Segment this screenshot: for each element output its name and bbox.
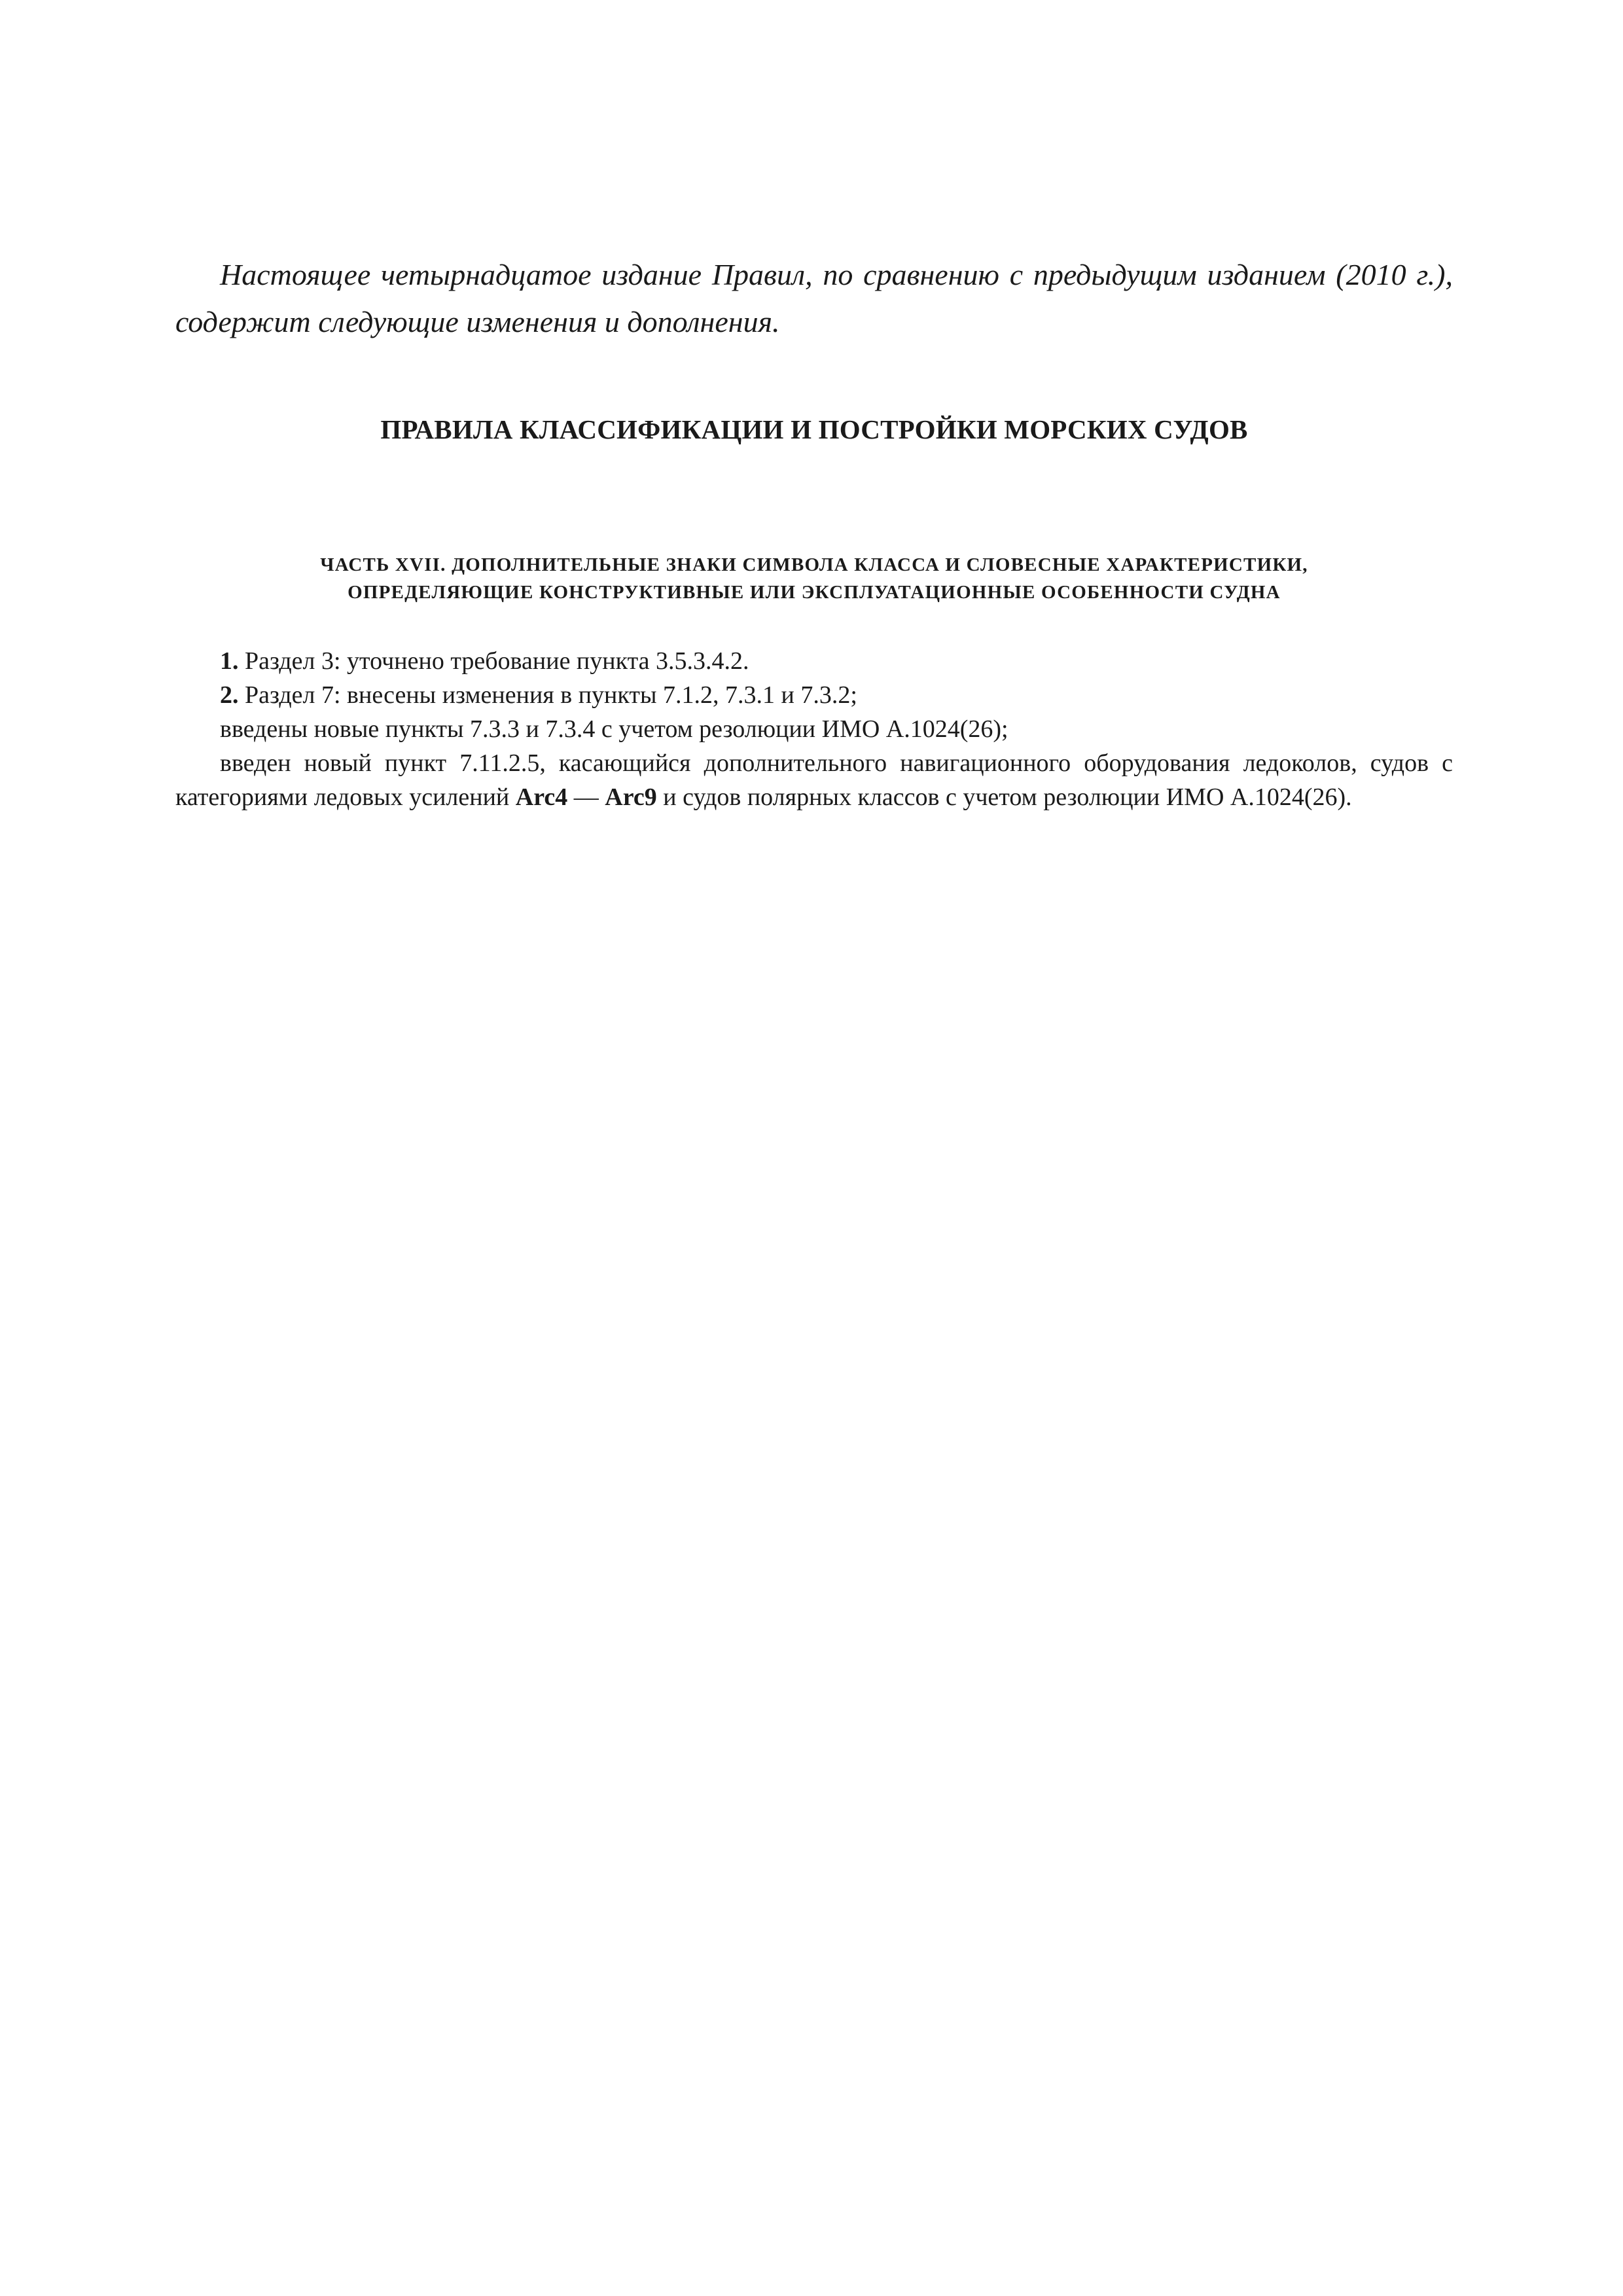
- change-item-2-line-3-text-a: введен новый пункт 7.11.2.5, касающийся дополнительного навигационного оборудования ледоколов, судов с категориями ледовых усилений: [175, 749, 1453, 811]
- part-title: [175, 551, 1453, 606]
- rules-title: ПРАВИЛА КЛАССИФИКАЦИИ И ПОСТРОЙКИ МОРСКИХ СУДОВ: [380, 414, 1248, 444]
- change-item-2: [175, 678, 1453, 712]
- change-item-1: [175, 644, 1453, 678]
- change-item-2-text: Раздел 7: внесены изменения в пункты 7.1.2, 7.3.1 и 7.3.2;: [238, 681, 857, 709]
- intro-text: Настоящее четырнадцатое издание Правил, по сравнению с предыдущим изданием (2010 г.), содержит следующие изменения и дополнения.: [175, 258, 1453, 338]
- ice-class-dash: —: [567, 783, 605, 811]
- change-item-1-number: 1.: [220, 647, 239, 675]
- change-item-2-line-2: введены новые пункты 7.3.3 и 7.3.4 с учетом резолюции ИМО А.1024(26);: [220, 715, 1008, 743]
- change-item-2-number: 2.: [220, 681, 239, 709]
- ice-class-to: Arc9: [605, 783, 657, 811]
- ice-class-from: Arc4: [515, 783, 568, 811]
- change-item-2-line-3: [175, 746, 1453, 814]
- changes-list: [175, 644, 1453, 814]
- part-title-line-2: ОПРЕДЕЛЯЮЩИЕ КОНСТРУКТИВНЫЕ ИЛИ ЭКСПЛУАТАЦИОННЫЕ ОСОБЕННОСТИ СУДНА: [348, 582, 1281, 603]
- intro-paragraph: [175, 251, 1453, 346]
- part-title-line-1: ЧАСТЬ XVII. ДОПОЛНИТЕЛЬНЫЕ ЗНАКИ СИМВОЛА КЛАССА И СЛОВЕСНЫЕ ХАРАКТЕРИСТИКИ,: [320, 554, 1308, 575]
- change-item-1-text: Раздел 3: уточнено требование пункта 3.5.3.4.2.: [238, 647, 749, 675]
- change-item-2-line-3-text-b: и судов полярных классов с учетом резолюции ИМО А.1024(26).: [656, 783, 1352, 811]
